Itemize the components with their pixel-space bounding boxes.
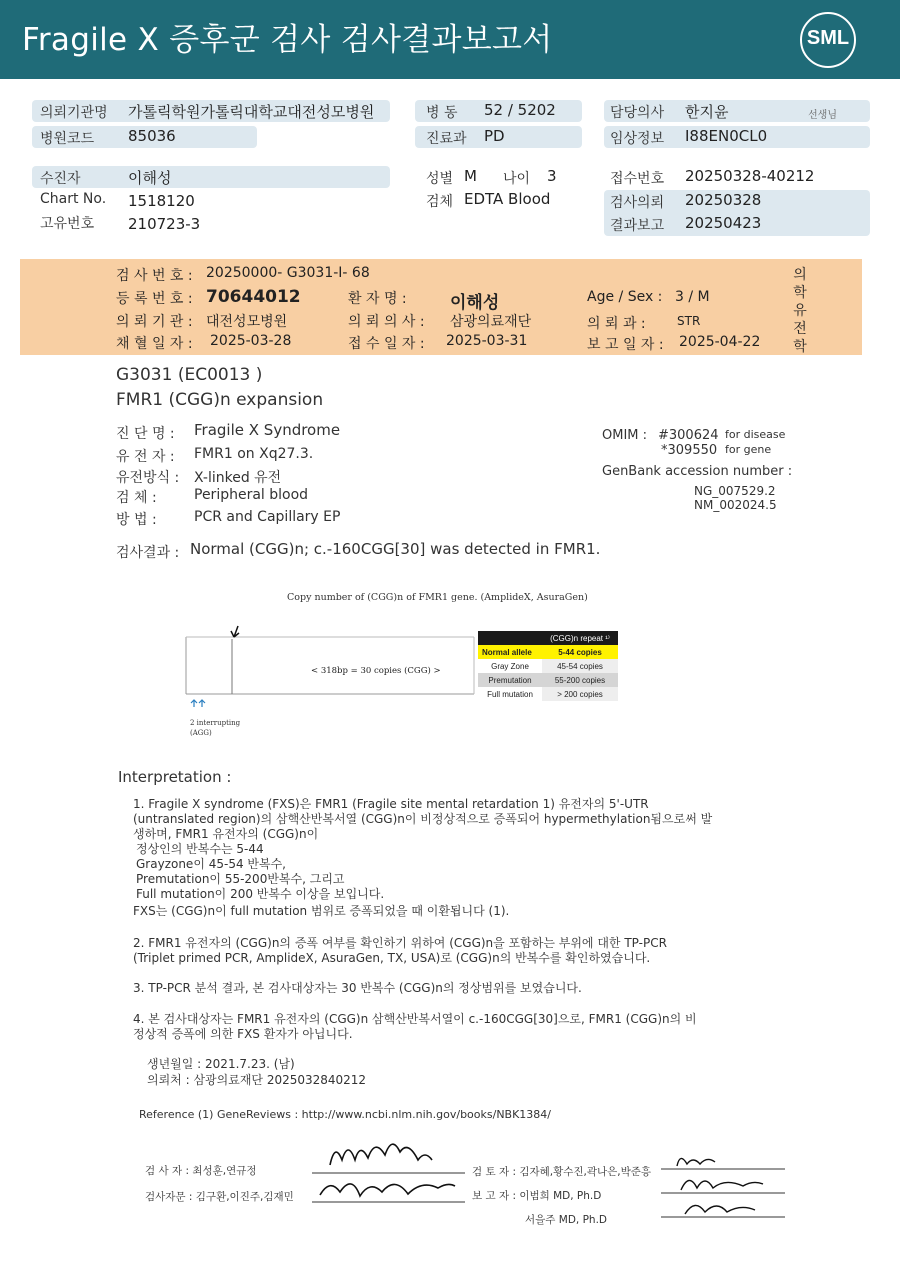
request-value: 20250328 <box>685 191 762 209</box>
omim-disease-note: for disease <box>725 428 786 441</box>
test-name: FMR1 (CGG)n expansion <box>116 390 324 410</box>
omim-gene-note: for gene <box>725 443 772 456</box>
interp-line: (Triplet primed PCR, AmplideX, AsuraGen, TX, USA)로 (CGG)n의 반복수를 확인하였습니다. <box>133 951 651 965</box>
inst-value: 대전성모병원 <box>206 314 288 330</box>
dx-value: Fragile X Syndrome <box>194 421 341 439</box>
test-no-label: 검 사 번 호 : <box>116 268 193 284</box>
band-patient-value: 이해성 <box>450 293 500 313</box>
dept-vertical-label <box>792 266 808 356</box>
row-value: 5-44 copies <box>542 645 618 659</box>
band-dept-value: STR <box>677 314 701 328</box>
left-signatures <box>300 1130 470 1215</box>
row-value: 45-54 copies <box>542 659 618 673</box>
doctor-suffix: 선생님 <box>808 110 837 121</box>
omim-disease: #300624 <box>658 428 719 443</box>
referral: 의뢰처 : 삼광의료재단 2025032840212 <box>147 1073 367 1087</box>
logo-text: SML <box>806 27 850 49</box>
result-date-label: 결과보고 <box>610 218 665 234</box>
row-name: Full mutation <box>487 689 533 699</box>
receipt-label: 접수번호 <box>610 171 665 187</box>
agesex-value: 3 / M <box>675 289 710 305</box>
agesex-label: Age / Sex : <box>587 289 663 305</box>
chart-value: 1518120 <box>128 192 195 210</box>
result-label: 검사결과 : <box>116 545 180 561</box>
ward-value: 52 / 5202 <box>484 101 556 119</box>
peak-label: < 318bp = 30 copies (CGG) > <box>311 666 441 676</box>
genbank-label: GenBank accession number : <box>602 464 793 479</box>
interp-line: Full mutation이 200 반복수 이상을 보입니다. <box>136 887 385 901</box>
unique-value: 210723-3 <box>128 215 201 233</box>
sex-label: 성별 <box>426 171 454 187</box>
dept-label: 진료과 <box>426 131 467 147</box>
collect-label: 채 혈 일 자 : <box>116 336 193 352</box>
patient-row <box>32 166 390 188</box>
repeat-table <box>478 631 618 701</box>
interp-line: 생하며, FMR1 유전자의 (CGG)n이 <box>133 827 319 841</box>
interp-line: 정상적 증폭에 의한 FXS 환자가 아닙니다. <box>133 1027 353 1041</box>
reg-no-value: 70644012 <box>206 287 301 307</box>
signature-scribble <box>681 1180 763 1190</box>
code-value: 85036 <box>128 127 176 145</box>
gene-value: FMR1 on Xq27.3. <box>194 446 314 462</box>
receive-label: 접 수 일 자 : <box>348 336 425 352</box>
sex-value: M <box>464 167 477 185</box>
report-date-label: 보 고 일 자 : <box>587 337 664 353</box>
dx-label: 진 단 명 : <box>116 426 175 442</box>
signature-scribble <box>677 1158 715 1166</box>
row-name: Gray Zone <box>491 661 529 671</box>
up-arrow-icon <box>191 700 197 707</box>
sml-logo <box>800 12 856 68</box>
reviewer: 검 토 자 : 김자혜,황수진,곽나은,박준흥 <box>472 1166 652 1178</box>
side-char: 전 <box>793 321 807 337</box>
sample-label: 검 체 : <box>116 490 157 506</box>
req-doc-label: 의 뢰 의 사 : <box>348 314 425 330</box>
advisor: 검사자문 : 김구환,이진주,김재민 <box>145 1191 294 1203</box>
reporter-2: 서을주 MD, Ph.D <box>525 1214 607 1226</box>
report-date-value: 2025-04-22 <box>679 334 761 350</box>
test-no-value: 20250000- G3031-I- 68 <box>206 265 370 281</box>
method-label: 방 법 : <box>116 512 157 528</box>
hospital-label: 의뢰기관명 <box>40 105 108 121</box>
receive-value: 2025-03-31 <box>446 333 528 349</box>
inherit-value: X-linked 유전 <box>194 470 282 486</box>
dept-value: PD <box>484 127 505 145</box>
reporter: 보 고 자 : 이범희 MD, Ph.D <box>472 1190 602 1202</box>
sample-value: Peripheral blood <box>194 487 309 503</box>
interp-line: 4. 본 검사대상자는 FMR1 유전자의 (CGG)n 삼핵산반복서열이 c.-160CGG[30]으로, FMR1 (CGG)n의 비 <box>133 1012 697 1026</box>
test-code: G3031 (EC0013 ) <box>116 365 263 385</box>
side-char: 의 <box>793 267 807 283</box>
interp-line: 정상인의 반복수는 5-44 <box>136 842 264 856</box>
clinical-label: 임상정보 <box>610 131 665 147</box>
omim-label: OMIM : <box>602 428 648 443</box>
reg-no-label: 등 록 번 호 : <box>116 291 193 307</box>
row-name: Premutation <box>478 673 542 687</box>
table-header: (CGG)n repeat ¹⁾ <box>542 631 618 645</box>
interp-line: Grayzone이 45-54 반복수, <box>136 857 286 871</box>
specimen-value: EDTA Blood <box>464 190 551 208</box>
band-dept-label: 의 뢰 과 : <box>587 316 646 332</box>
side-char: 유 <box>793 303 807 319</box>
age-label: 나이 <box>503 171 531 187</box>
peak-arrow-icon <box>231 626 239 637</box>
band-patient-label: 환 자 명 : <box>348 291 407 307</box>
result-date-value: 20250423 <box>685 214 762 232</box>
signature-scribble <box>330 1144 432 1165</box>
inst-label: 의 뢰 기 관 : <box>116 314 193 330</box>
ward-label: 병 동 <box>426 105 458 121</box>
omim-gene: *309550 <box>661 443 718 458</box>
age-value: 3 <box>547 167 557 185</box>
row-name: Normal allele <box>478 645 542 659</box>
specimen-label: 검체 <box>426 194 454 210</box>
side-char: 학 <box>793 339 807 355</box>
genbank-ng: NG_007529.2 <box>694 484 776 498</box>
request-label: 검사의뢰 <box>610 195 665 211</box>
gene-label: 유 전 자 : <box>116 449 175 465</box>
row-value: > 200 copies <box>542 687 618 701</box>
doctor-value: 한지윤 <box>685 103 729 121</box>
genbank-nm: NM_002024.5 <box>694 498 777 512</box>
doctor-label: 담당의사 <box>610 105 665 121</box>
up-arrow-icon <box>199 700 205 707</box>
clinical-value: I88EN0CL0 <box>685 127 768 145</box>
result-value: Normal (CGG)n; c.-160CGG[30] was detected in FMR1. <box>190 540 601 558</box>
patient-value: 이해성 <box>128 169 172 187</box>
interp-line: (untranslated region)의 삼핵산반복서열 (CGG)n이 비정상적으로 증폭되어 hypermethylation됨으로써 발 <box>133 812 713 826</box>
arrow-note-2: (AGG) <box>190 729 212 737</box>
chart-label: Chart No. <box>40 191 107 207</box>
reference: Reference (1) GeneReviews : http://www.ncbi.nlm.nih.gov/books/NBK1384/ <box>139 1108 552 1121</box>
tester: 검 사 자 : 최성훈,연규정 <box>145 1165 257 1177</box>
interp-line: FXS는 (CGG)n이 full mutation 범위로 증폭되었을 때 이환됩니다 (1). <box>133 904 510 918</box>
table-corner <box>478 631 542 645</box>
inherit-label: 유전방식 : <box>116 470 180 486</box>
interp-line: Premutation이 55-200반복수, 그리고 <box>136 872 345 886</box>
code-label: 병원코드 <box>40 131 95 147</box>
req-doc-value: 삼광의료재단 <box>450 314 532 330</box>
right-signatures <box>655 1148 790 1228</box>
unique-label: 고유번호 <box>40 216 95 232</box>
birth-date: 생년월일 : 2021.7.23. (남) <box>147 1057 295 1071</box>
signature-scribble <box>320 1184 455 1196</box>
report-title: Fragile X 증후군 검사 검사결과보고서 <box>22 22 553 58</box>
patient-label: 수진자 <box>40 171 81 187</box>
interp-line: 3. TP-PCR 분석 결과, 본 검사대상자는 30 반복수 (CGG)n의 정상범위를 보였습니다. <box>133 981 582 995</box>
receipt-value: 20250328-40212 <box>685 167 815 185</box>
arrow-note-1: 2 interrupting <box>190 719 241 727</box>
collect-value: 2025-03-28 <box>210 333 292 349</box>
hospital-value: 가톨릭학원가톨릭대학교대전성모병원 <box>128 103 375 121</box>
row-value: 55-200 copies <box>542 673 618 687</box>
interp-line: 1. Fragile X syndrome (FXS)은 FMR1 (Fragile site mental retardation 1) 유전자의 5'-UTR <box>133 797 649 811</box>
report-header <box>0 0 900 79</box>
signature-scribble <box>685 1205 755 1214</box>
figure-title: Copy number of (CGG)n of FMR1 gene. (AmplideX, AsuraGen) <box>287 592 588 603</box>
method-value: PCR and Capillary EP <box>194 509 341 525</box>
interpretation-heading: Interpretation : <box>118 768 232 786</box>
side-char: 학 <box>793 285 807 301</box>
interp-line: 2. FMR1 유전자의 (CGG)n의 증폭 여부를 확인하기 위하여 (CGG)n을 포함하는 부위에 대한 TP-PCR <box>133 936 667 950</box>
